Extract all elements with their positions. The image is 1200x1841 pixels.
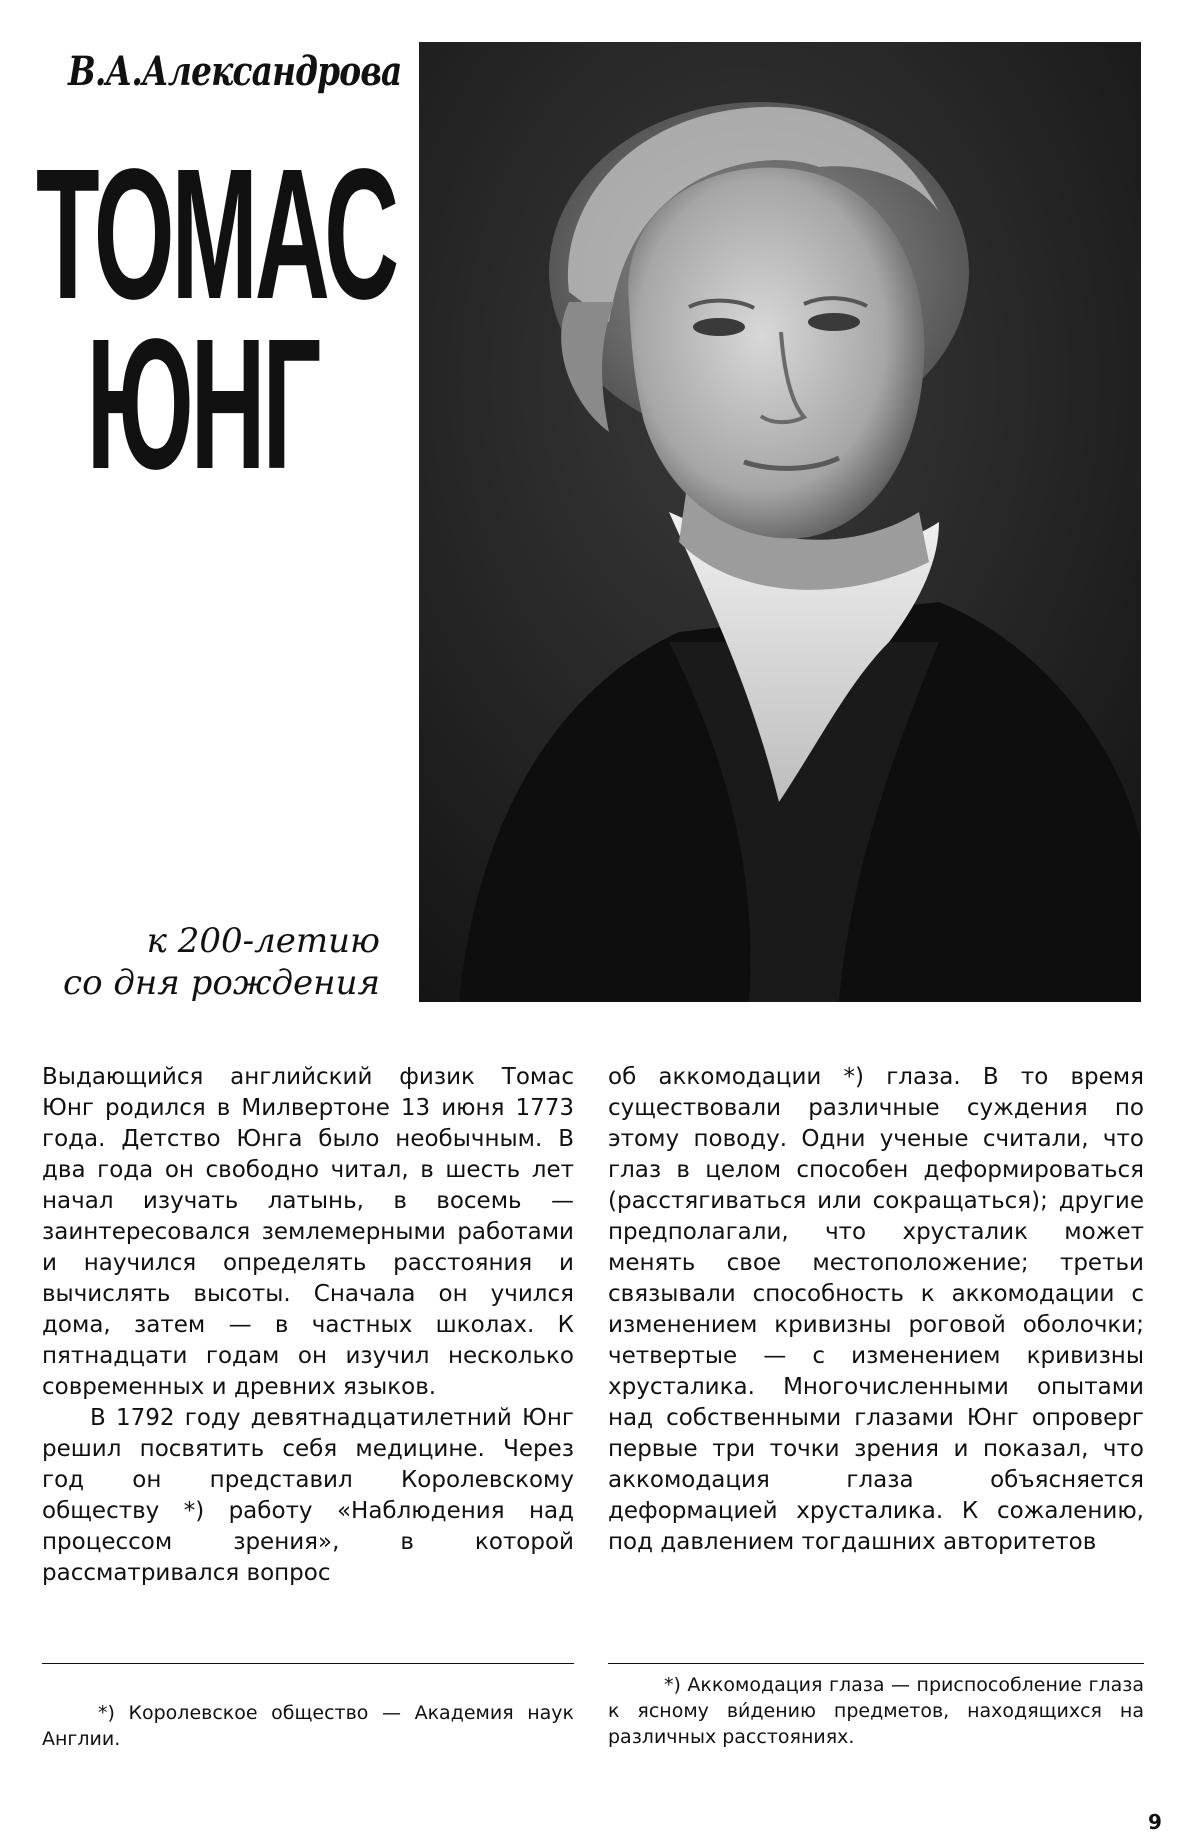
right-paragraph: об аккомодации *) глаза. В то время существовали различные суждения по этому поводу. Одни ученые считали, что глаз в целом способен деформироваться (расстягиваться или сокращаться); другие предполагали, что хрусталик может менять свое местоположение; третьи связывали способность к аккомодации с изменением кривизны роговой оболочки; четвертые — с изменением кривизны хрусталика. Многочисленными опытами над собственными глазами Юнг опроверг первые три точки зрения и показал, что аккомодация глаза объясняется деформацией хрусталика. К сожалению, под давлением тогдашних авторитетов bbox=[608, 1064, 1144, 1555]
article-subtitle bbox=[60, 920, 380, 1004]
title-line-2: ЮНГ bbox=[86, 301, 319, 508]
footnote-left bbox=[42, 1700, 574, 1752]
portrait-illustration bbox=[419, 42, 1141, 1002]
author-name: В.А.Александрова bbox=[68, 48, 402, 95]
portrait-photo bbox=[419, 42, 1141, 1002]
left-paragraph-2: В 1792 году девятнадцатилетний Юнг решил посвятить себя медицине. Через год он представил Королевскому обществу *) работу «Наблюдения над процессом зрения», в которой рассматривался вопрос bbox=[42, 1405, 574, 1586]
left-paragraph-1: Выдающийся английский физик Томас Юнг родился в Милвертоне 13 июня 1773 года. Детство Юнга было необычным. В два года он свободно читал, в шесть лет начал изучать латынь, в восемь — заинтересовался землемерными работами и научился определять расстояния и вычислять высоты. Сначала он учился дома, затем — в частных школах. К пятнадцати годам он изучил несколько современных и древних языков. bbox=[42, 1064, 574, 1400]
footnote-divider-right bbox=[608, 1663, 1144, 1664]
footnote-right-text: *) Аккомодация глаза — приспособление глаза к ясному ви́дению предметов, находящихся на различных расстояниях. bbox=[608, 1674, 1144, 1748]
page-number: 9 bbox=[1148, 1810, 1162, 1834]
footnote-divider-left bbox=[42, 1663, 574, 1664]
subtitle-line-1: к 200-летию bbox=[146, 921, 380, 961]
left-column bbox=[42, 1062, 574, 1589]
footnote-right bbox=[608, 1672, 1144, 1750]
footnote-left-text: *) Королевское общество — Академия наук Англии. bbox=[42, 1702, 574, 1750]
right-column bbox=[608, 1062, 1144, 1558]
article-title bbox=[36, 131, 396, 508]
subtitle-line-2: со дня рождения bbox=[63, 963, 380, 1003]
title-line-1: ТОМАС bbox=[36, 131, 396, 338]
